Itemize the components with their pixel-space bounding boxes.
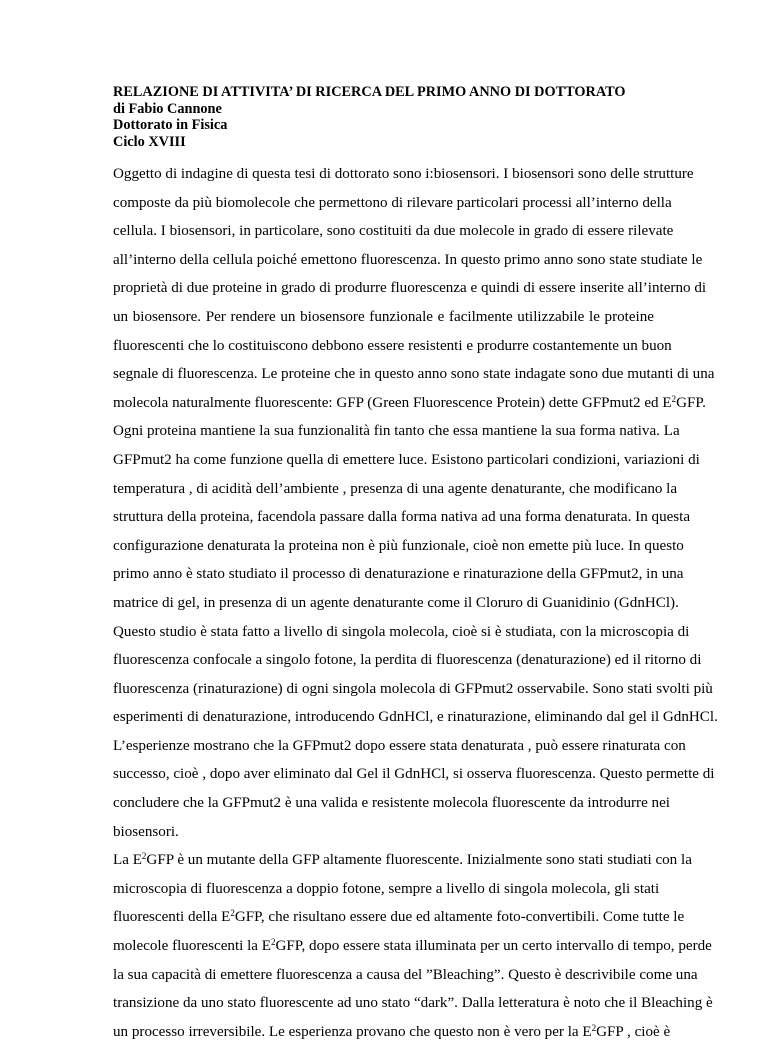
text-line xyxy=(113,389,706,418)
text-line: cellula. I biosensori, in particolare, sono costituiti da due molecole in grado di essere rilevate xyxy=(113,223,674,240)
text-line: fluorescenza confocale a singolo fotone, la perdita di fluorescenza (denaturazione) ed il ritorno di xyxy=(113,652,702,669)
text-line xyxy=(113,903,685,932)
text-segment: GFP. xyxy=(676,394,706,411)
text-line: successo, cioè , dopo aver eliminato dal Gel il GdnHCl, si osserva fluorescenza. Questo permette di xyxy=(113,766,715,783)
program-line: Dottorato in Fisica xyxy=(113,117,228,133)
text-line: GFPmut2 ha come funzione quella di emettere luce. Esistono particolari condizioni, variazioni di xyxy=(113,451,700,468)
report-body xyxy=(113,160,718,1046)
text-line: biosensori. xyxy=(113,823,179,840)
text-line: fluorescenza (rinaturazione) di ogni singola molecola di GFPmut2 osservabile. Sono stati svolti più xyxy=(113,680,713,697)
document-title: RELAZIONE DI ATTIVITA’ DI RICERCA DEL PRIMO ANNO DI DOTTORATO xyxy=(113,84,626,100)
text-line: configurazione denaturata la proteina non è più funzionale, cioè non emette più luce. In questo xyxy=(113,537,684,554)
text-line xyxy=(113,846,692,875)
text-line: struttura della proteina, facendola passare dalla forma nativa ad una forma denaturata. In questa xyxy=(113,509,691,526)
text-segment: GFP è un mutante della GFP altamente fluorescente. Inizialmente sono stati studiati con la xyxy=(146,852,692,869)
text-segment: GFP, che risultano essere due ed altamente foto-convertibili. Come tutte le xyxy=(234,909,685,926)
text-segment: GFP , cioè è xyxy=(596,1023,671,1040)
author-line: di Fabio Cannone xyxy=(113,100,222,117)
text-line xyxy=(113,1018,671,1046)
text-line: microscopia di fluorescenza a doppio fotone, sempre a livello di singola molecola, gli stati xyxy=(113,880,660,897)
text-line: primo anno è stato studiato il processo di denaturazione e rinaturazione della GFPmut2, in una xyxy=(113,566,684,583)
text-line: temperatura , di acidità dell’ambiente , presenza di una agente denaturante, che modificano la xyxy=(113,480,678,497)
text-line: segnale di fluorescenza. Le proteine che in questo anno sono state indagate sono due mutanti di una xyxy=(113,366,715,383)
superscript: 2 xyxy=(271,937,276,948)
text-line: fluorescenti che lo costituiscono debbono essere resistenti e produrre costantemente un buon xyxy=(113,337,672,354)
text-line xyxy=(113,932,712,961)
text-line: esperimenti di denaturazione, introducendo GdnHCl, e rinaturazione, eliminando dal gel il GdnHCl. xyxy=(113,709,718,726)
text-segment: molecole fluorescenti la E xyxy=(113,938,271,955)
document-header xyxy=(113,84,673,150)
superscript: 2 xyxy=(671,393,677,404)
text-segment: molecola naturalmente fluorescente: GFP (Green Fluorescence Protein) dette GFPmut2 ed E xyxy=(113,394,672,411)
superscript: 2 xyxy=(141,851,147,862)
text-line: proprietà di due proteine in grado di produrre fluorescenza e quindi di essere inserite all’interno di xyxy=(113,280,707,297)
text-line: all’interno della cellula poiché emettono fluorescenza. In questo primo anno sono state studiate le xyxy=(113,251,703,268)
cycle-line: Ciclo XVIII xyxy=(113,133,186,150)
text-line: concludere che la GFPmut2 è una valida e resistente molecola fluorescente da introdurre nei xyxy=(113,795,670,812)
text-segment: un processo irreversibile. Le esperienza provano che questo non è vero per la E xyxy=(113,1023,592,1040)
text-line: Questo studio è stata fatto a livello di singola molecola, cioè si è studiata, con la microscopia di xyxy=(113,623,690,640)
text-segment: La E xyxy=(113,852,142,869)
text-line: la sua capacità di emettere fluorescenza a causa del ”Bleaching”. Questo è descrivibile come una xyxy=(113,966,698,983)
superscript: 2 xyxy=(591,1022,597,1033)
superscript: 2 xyxy=(230,908,235,919)
text-line: matrice di gel, in presenza di un agente denaturante come il Cloruro di Guanidinio (GdnHCl). xyxy=(113,594,679,611)
text-line: Ogni proteina mantiene la sua funzionalità fin tanto che essa mantiene la sua forma nativa. La xyxy=(113,423,680,440)
text-line: transizione da uno stato fluorescente ad uno stato “dark”. Dalla letteratura è noto che il Bleaching è xyxy=(113,995,713,1012)
text-line: un biosensore. Per rendere un biosensore funzionale e facilmente utilizzabile le proteine xyxy=(113,308,654,325)
text-line: Oggetto di indagine di questa tesi di dottorato sono i:biosensori. I biosensori sono delle strutture xyxy=(113,166,694,182)
text-segment: GFP, dopo essere stata illuminata per un certo intervallo di tempo, perde xyxy=(275,938,712,955)
text-line: L’esperienze mostrano che la GFPmut2 dopo essere stata denaturata , può essere rinaturata con xyxy=(113,737,686,754)
text-line: composte da più biomolecole che permettono di rilevare particolari processi all’interno della xyxy=(113,194,672,211)
text-segment: fluorescenti della E xyxy=(113,909,231,926)
